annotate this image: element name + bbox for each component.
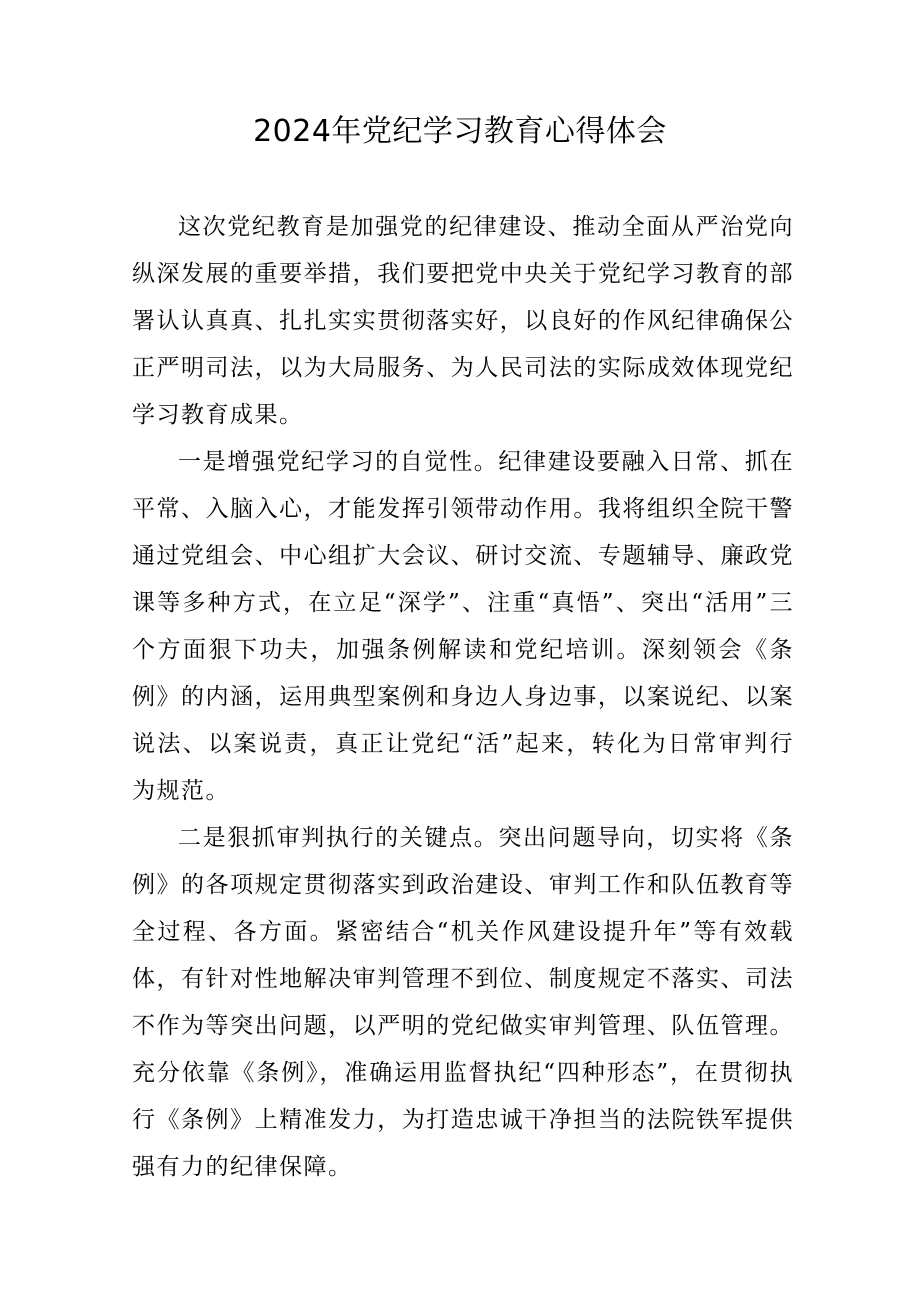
paragraph-intro: 这次党纪教育是加强党的纪律建设、推动全面从严治党向纵深发展的重要举措，我们要把党中央关于党纪学习教育的部署认认真真、扎扎实实贯彻落实好，以良好的作风纪律确保公正严明司法，以为大局服务、为人民司法的实际成效体现党纪学习教育成果。 [132,214,794,428]
paragraph-point-two: 二是狠抓审判执行的关键点。突出问题导向，切实将《条例》的各项规定贯彻落实到政治建设、审判工作和队伍教育等全过程、各方面。紧密结合“机关作风建设提升年”等有效载体，有针对性地解决审判管理不到位、制度规定不落实、司法不作为等突出问题，以严明的党纪做实审判管理、队伍管理。充分依靠《条例》，准确运用监督执纪“四种形态”，在贯彻执行《条例》上精准发力，为打造忠诚干净担当的法院铁军提供强有力的纪律保障。 [132,825,794,1180]
document-body [132,204,794,1191]
paragraph-point-one: 一是增强党纪学习的自觉性。纪律建设要融入日常、抓在平常、入脑入心，才能发挥引领带动作用。我将组织全院干警通过党组会、中心组扩大会议、研讨交流、专题辅导、廉政党课等多种方式，在立足“深学”、注重“真悟”、突出“活用”三个方面狠下功夫，加强条例解读和党纪培训。深刻领会《条例》的内涵，运用典型案例和身边人身边事，以案说纪、以案说法、以案说责，真正让党纪“活”起来，转化为日常审判行为规范。 [132,449,794,804]
document-title: 2024年党纪学习教育心得体会 [253,114,667,149]
